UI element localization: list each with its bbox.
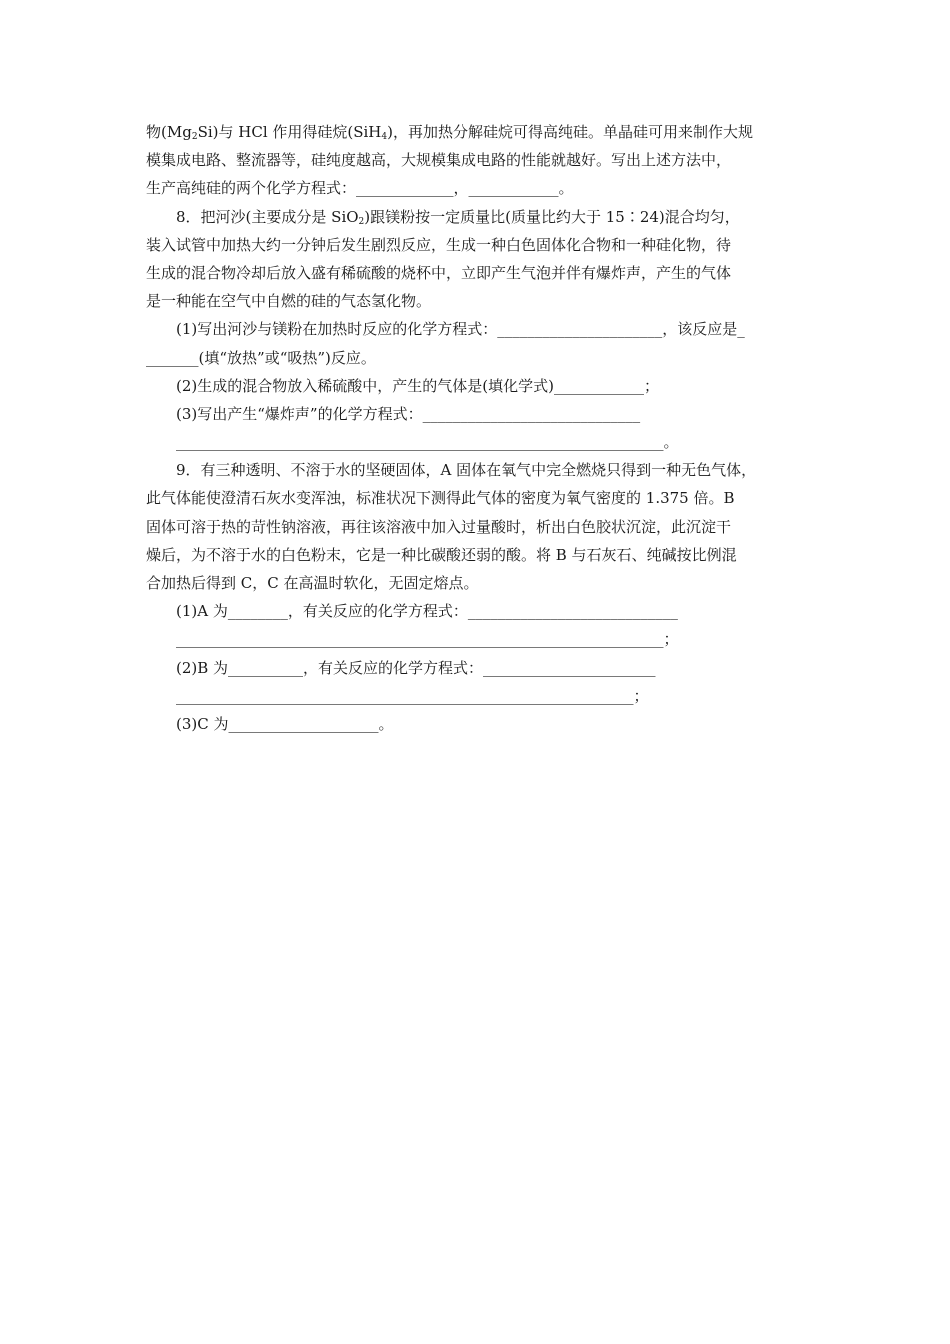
q7-text-line-1	[146, 118, 812, 146]
q8-sub1-line-1: (1)写出河沙与镁粉在加热时反应的化学方程式：______________________，该反应是_	[176, 320, 745, 339]
q9-stem-line-2: 此气体能使澄清石灰水变浑浊，标准状况下测得此气体的密度为氧气密度的 1.375 倍。B	[146, 489, 735, 508]
q9-stem-line-1: 9．有三种透明、不溶于水的坚硬固体，A 固体在氧气中完全燃烧只得到一种无色气体，	[176, 461, 757, 480]
q9-stem-line-4: 燥后，为不溶于水的白色粉末，它是一种比碳酸还弱的酸。将 B 与石灰石、纯碱按比例混	[146, 545, 737, 564]
q9-sub3: (3)C 为____________________。	[176, 714, 394, 733]
q8-sub1-line-2: _______(填“放热”或“吸热”)反应。	[146, 348, 376, 367]
q7-text-fragment: 物(Mg	[146, 123, 192, 141]
q8-text-fragment: )跟镁粉按一定质量比(质量比约大于 15∶24)混合均匀，	[364, 207, 740, 226]
subscript: 4	[381, 132, 388, 142]
q9-sub1-line-2: _________________________________________________________________；	[176, 630, 679, 649]
q8-stem-line-4: 是一种能在空气中自燃的硅的气态氢化物。	[146, 292, 432, 311]
q8-sub2: (2)生成的混合物放入稀硫酸中，产生的气体是(填化学式)____________；	[176, 376, 659, 395]
subscript: 2	[191, 132, 198, 142]
q9-sub1-line-1: (1)A 为________，有关反应的化学方程式：____________________________	[176, 602, 678, 621]
q7-text-fragment: Si)与 HCl 作用得硅烷(SiH	[197, 123, 382, 141]
q9-stem-line-5: 合加热后得到 C，C 在高温时软化，无固定熔点。	[146, 574, 479, 592]
q9-sub2-line-1: (2)B 为__________，有关反应的化学方程式：_______________________	[176, 658, 656, 677]
q7-text-fragment: )，再加热分解硅烷可得高纯硅。单晶硅可用来制作大规	[387, 123, 753, 141]
subscript: 2	[358, 216, 365, 227]
q7-text-line-2: 模集成电路、整流器等，硅纯度越高，大规模集成电路的性能就越好。写出上述方法中，	[146, 151, 732, 170]
q8-text-fragment: 8．把河沙(主要成分是 SiO	[176, 207, 359, 226]
q8-stem-line-3: 生成的混合物冷却后放入盛有稀硫酸的烧杯中，立即产生气泡并伴有爆炸声，产生的气体	[146, 263, 732, 282]
q8-stem-line-1	[146, 203, 812, 231]
document-page	[146, 118, 812, 738]
q9-stem-line-3: 固体可溶于热的苛性钠溶液，再往该溶液中加入过量酸时，析出白色胶状沉淀，此沉淀干	[146, 517, 732, 536]
q8-sub3-line-2: _________________________________________________________________。	[176, 433, 679, 452]
q8-sub3-line-1: (3)写出产生“爆炸声”的化学方程式：_____________________________	[176, 404, 641, 423]
q8-stem-line-2: 装入试管中加热大约一分钟后发生剧烈反应，生成一种白色固体化合物和一种硅化物，待	[146, 235, 732, 254]
q7-answer-line: 生产高纯硅的两个化学方程式：_____________，____________。	[146, 179, 574, 198]
q9-sub2-line-2: _____________________________________________________________；	[176, 686, 649, 705]
